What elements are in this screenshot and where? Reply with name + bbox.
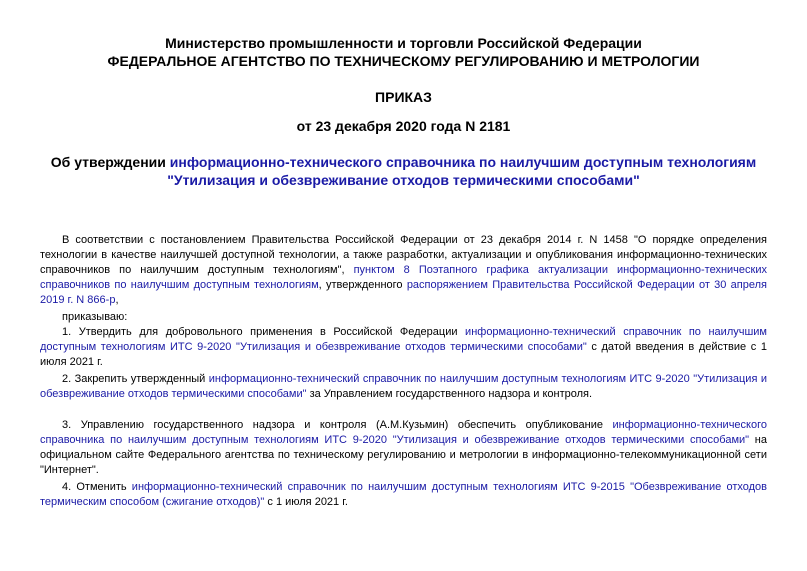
item2-text-2: за Управлением государственного надзора и контроля.: [306, 388, 593, 400]
item3-link[interactable]: информационно-технического справочника по наилучшим доступным технологиям ИТС 9-2020 "Утилизация и обезвреживание отходов термическими способами": [40, 419, 767, 446]
item4-text-2: с 1 июля 2021 г.: [264, 496, 348, 508]
item4-link[interactable]: информационно-технический справочник по наилучшим доступным технологиям ИТС 9-2015 "Обезвреживание отходов термическим способом (сжигание отходов)": [40, 481, 767, 508]
order-item-4: [40, 480, 767, 510]
intro-text-3: ,: [115, 294, 119, 306]
order-item-1: [40, 325, 767, 370]
item2-link[interactable]: информационно-технический справочник по наилучшим доступным технологиям ИТС 9-2020 "Утилизация и обезвреживание отходов термическими способами": [40, 373, 767, 400]
item1-text-2: с датой введения в действие с 1 июля 2021 г.: [40, 341, 767, 368]
intro-link-order[interactable]: распоряжением Правительства Российской Федерации от 30 апреля 2019 г. N 866-р: [40, 279, 767, 306]
order-item-2: [40, 372, 767, 402]
item1-link[interactable]: информационно-технический справочник по наилучшим доступным технологиям ИТС 9-2020 "Утилизация и обезвреживание отходов термическими способами": [40, 326, 767, 353]
intro-text-1: В соответствии с постановлением Правительства Российской Федерации от 23 декабря 2014 г. N 1458 "О порядке определения технологии в качестве наилучшей доступной технологии, а также разработки, актуализации и опубликования информационно-технических справочников по наилучшим доступным технологиям",: [40, 234, 767, 276]
intro-text-2: , утвержденного: [318, 279, 407, 291]
agency-name: ФЕДЕРАЛЬНОЕ АГЕНТСТВО ПО ТЕХНИЧЕСКОМУ РЕГУЛИРОВАНИЮ И МЕТРОЛОГИИ: [107, 53, 700, 69]
intro-paragraph: [40, 233, 767, 308]
document-title: [40, 153, 767, 189]
item3-text-1: 3. Управлению государственного надзора и контроля (А.М.Кузьмин) обеспечить опубликование: [62, 419, 613, 431]
title-prefix: Об утверждении: [50, 154, 170, 170]
item2-text-1: 2. Закрепить утвержденный: [62, 373, 209, 385]
orders-label: приказываю:: [62, 311, 128, 323]
document-date-number: от 23 декабря 2020 года N 2181: [296, 118, 511, 134]
title-link-line1[interactable]: информационно-технического справочника по наилучшим доступным технологиям: [169, 154, 757, 170]
item3-text-2: на официальном сайте Федерального агентства по техническому регулированию и метрологии в информационно-телекоммуникационной сети "Интернет".: [40, 434, 768, 476]
document-type: ПРИКАЗ: [375, 89, 432, 105]
intro-link-schedule[interactable]: пунктом 8 Поэтапного графика актуализации информационно-технических справочников по наилучшим доступным технологиям: [40, 264, 767, 291]
order-item-3: [40, 418, 767, 478]
title-link-line2[interactable]: "Утилизация и обезвреживание отходов термическими способами": [167, 172, 640, 188]
item1-text-1: 1. Утвердить для добровольного применения в Российской Федерации: [62, 326, 466, 338]
item4-text-1: 4. Отменить: [62, 481, 132, 493]
ministry-name: Министерство промышленности и торговли Российской Федерации: [165, 35, 642, 51]
